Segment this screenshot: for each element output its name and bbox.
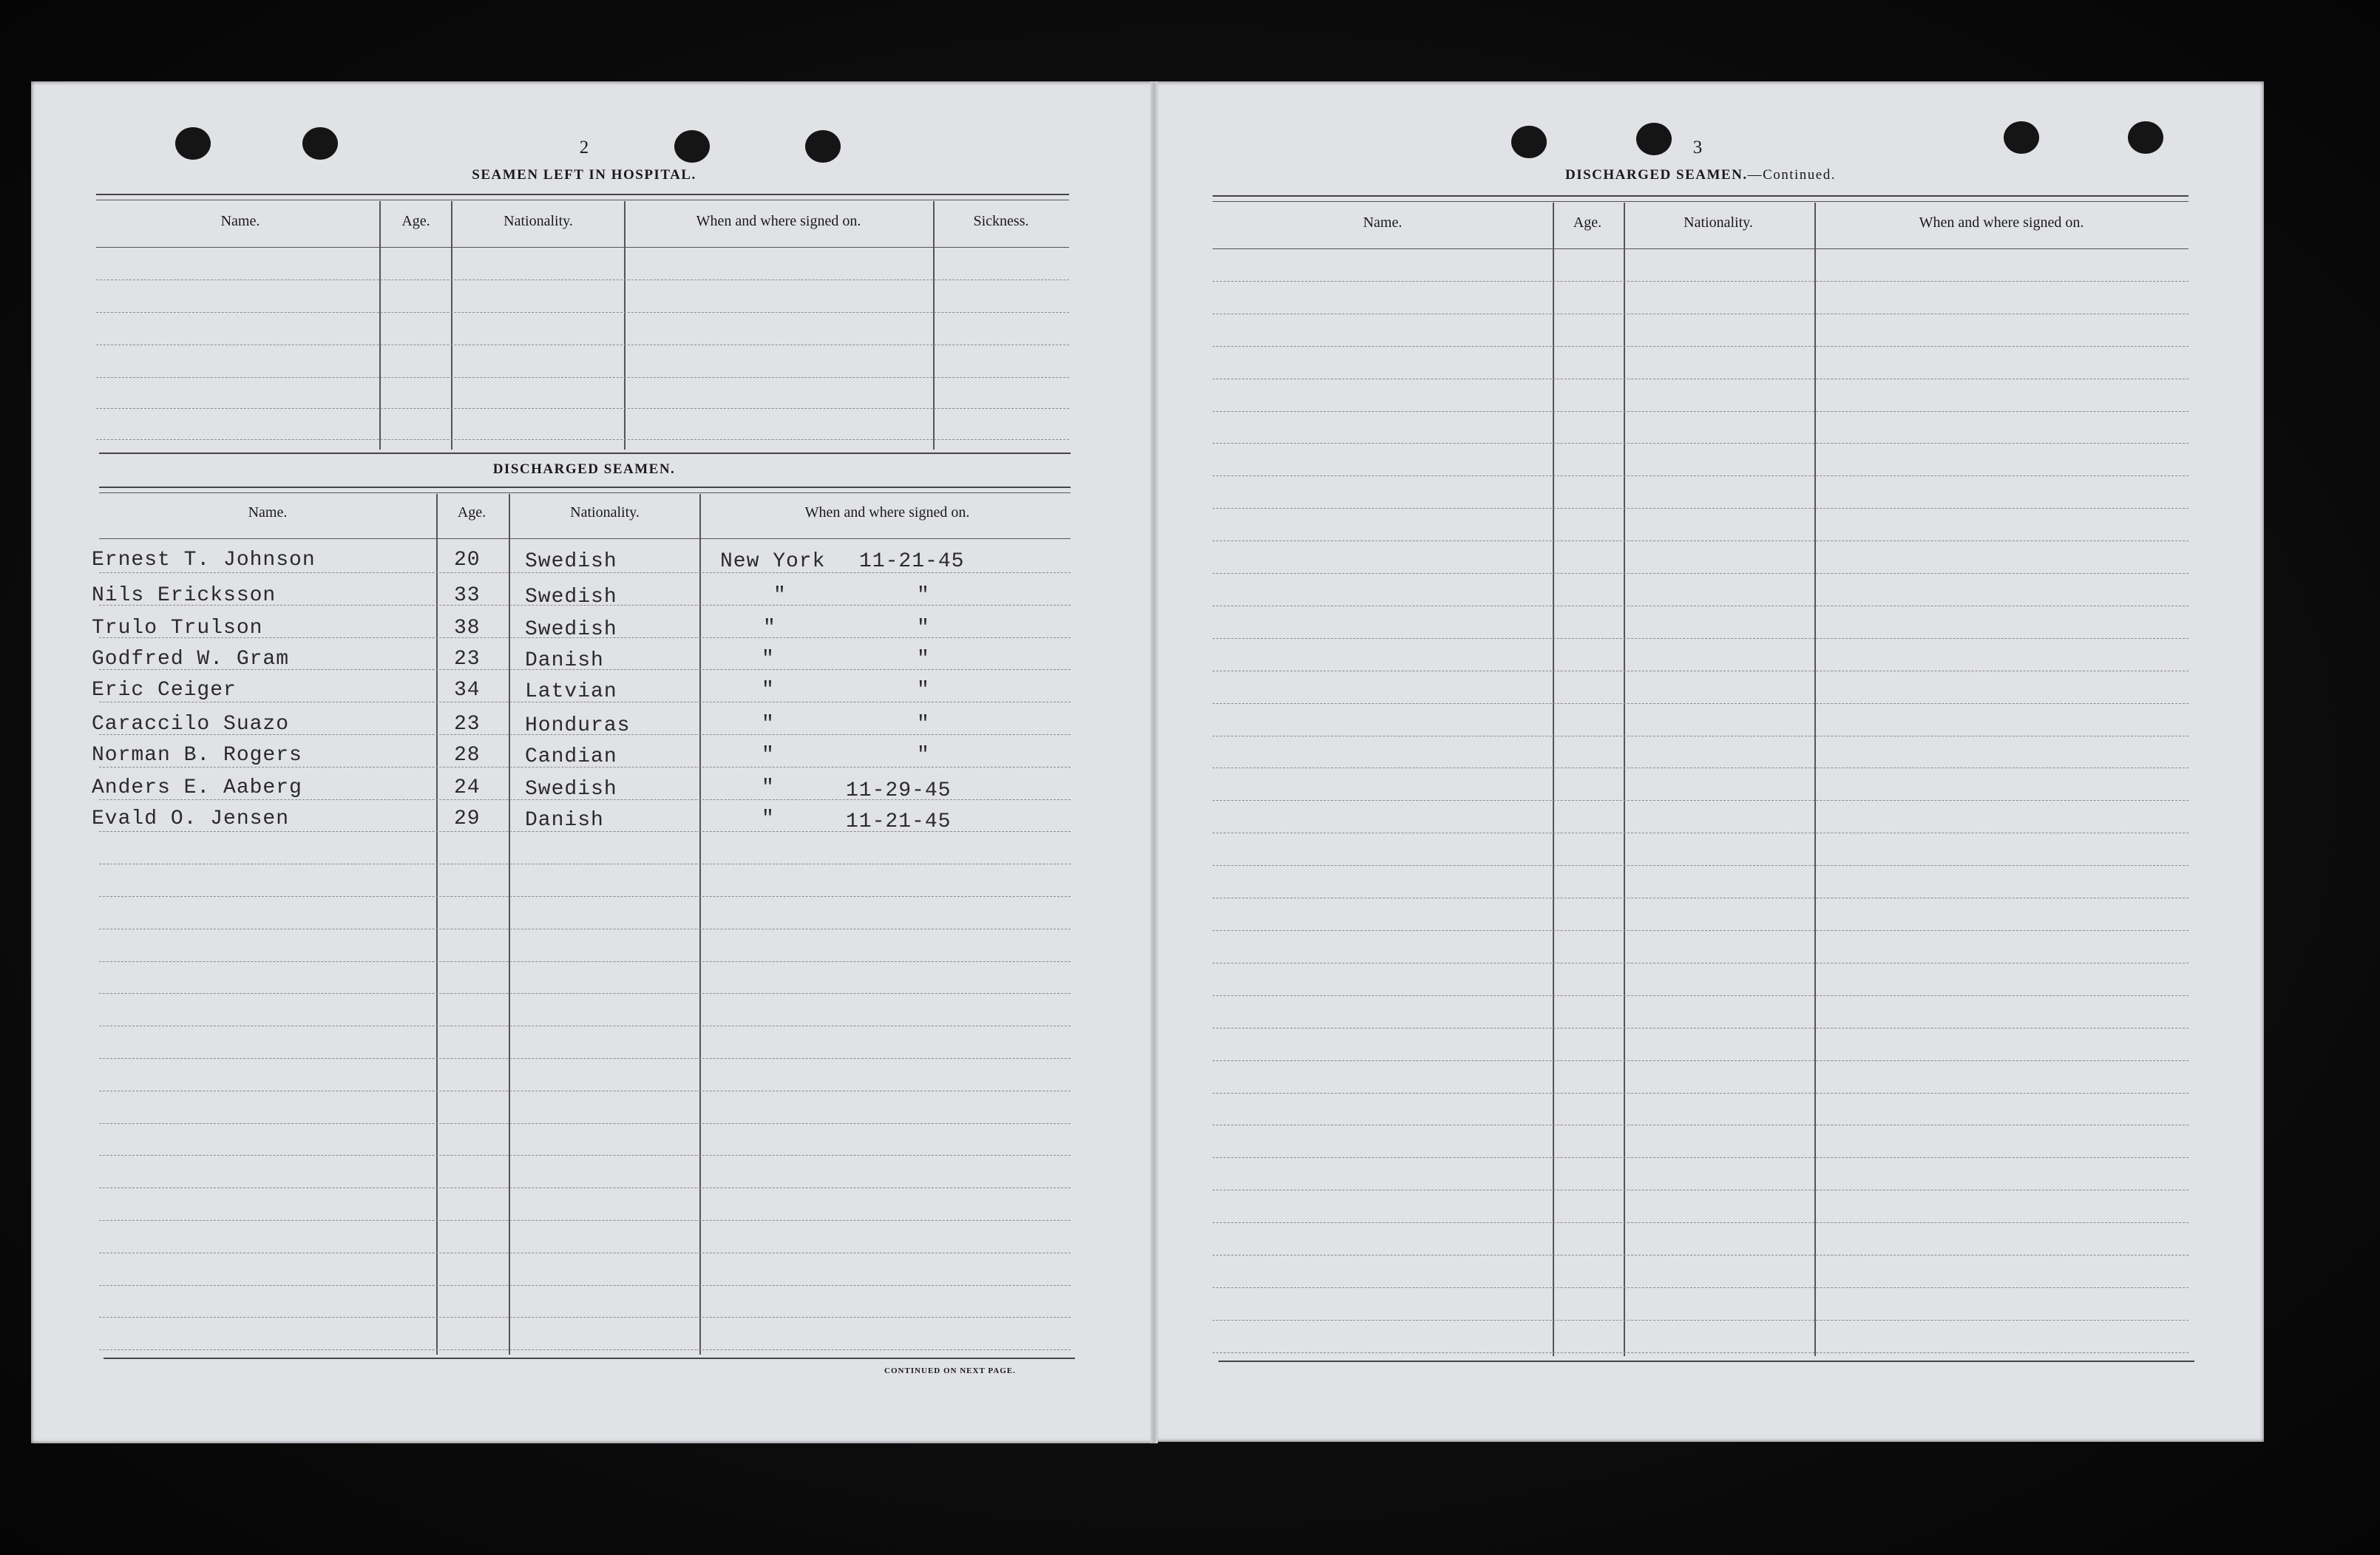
row-date: 11-29-45: [846, 779, 952, 802]
row-place: ": [763, 617, 776, 640]
column-divider: [379, 201, 381, 450]
rule: [96, 194, 1069, 195]
dashed-line: [1213, 1157, 2189, 1158]
discharged-header-age: Age.: [457, 504, 486, 521]
dashed-line: [1213, 1255, 2189, 1256]
page-number: 2: [579, 138, 589, 157]
dashed-line: [1213, 281, 2189, 282]
row-date: 11-21-45: [846, 810, 952, 833]
hospital-header-sickness: Sickness.: [973, 213, 1029, 229]
column-divider: [451, 201, 452, 450]
row-name: Nils Ericksson: [92, 584, 277, 607]
rule: [104, 1358, 1075, 1359]
right-page: [1155, 81, 2264, 1442]
page-number: 3: [1692, 138, 1703, 157]
right-header-nationality: Nationality.: [1684, 214, 1753, 231]
row-date: ": [917, 584, 930, 607]
dashed-line: [99, 1123, 1071, 1124]
dashed-line: [99, 993, 1071, 994]
hospital-header-age: Age.: [401, 213, 430, 229]
dashed-line: [1213, 346, 2189, 347]
row-name: Trulo Trulson: [92, 617, 263, 640]
rule: [1213, 201, 2189, 202]
column-divider: [1814, 203, 1816, 1356]
dashed-line: [99, 1220, 1071, 1221]
rule: [96, 247, 1069, 248]
row-place: ": [762, 648, 775, 671]
dashed-line: [1213, 800, 2189, 801]
rule: [99, 492, 1071, 493]
row-date: ": [917, 617, 930, 640]
row-age: 38: [454, 617, 481, 640]
page-spine: [1150, 81, 1158, 1443]
dashed-line: [96, 439, 1069, 440]
row-date: 11-21-45: [859, 550, 965, 573]
punch-hole: [175, 127, 211, 160]
column-divider: [933, 201, 935, 450]
row-name: Anders E. Aaberg: [92, 776, 302, 799]
right-header-signed-on: When and where signed on.: [1919, 214, 2084, 231]
row-nationality: Latvian: [525, 680, 617, 703]
column-divider: [509, 494, 510, 1355]
row-age: 23: [454, 648, 481, 671]
row-date: ": [917, 744, 930, 767]
row-date: ": [917, 713, 930, 736]
row-place: ": [762, 776, 775, 799]
column-divider: [1553, 203, 1554, 1356]
punch-hole: [805, 130, 841, 163]
rule: [1213, 248, 2189, 249]
discharged-header-name: Name.: [248, 504, 288, 521]
row-nationality: Swedish: [525, 550, 617, 573]
punch-hole: [2004, 121, 2039, 154]
right-header-age: Age.: [1573, 214, 1602, 231]
row-nationality: Candian: [525, 745, 617, 768]
column-divider: [699, 494, 701, 1355]
dashed-line: [1213, 703, 2189, 704]
dashed-line: [1213, 638, 2189, 639]
row-name: Evald O. Jensen: [92, 807, 290, 830]
dashed-line: [1213, 1222, 2189, 1223]
dashed-line: [1213, 995, 2189, 996]
dashed-line: [1213, 1287, 2189, 1288]
dashed-line: [1213, 865, 2189, 866]
dashed-line: [1213, 930, 2189, 931]
dashed-line: [99, 1317, 1071, 1318]
row-age: 28: [454, 744, 481, 767]
rule: [1218, 1361, 2194, 1362]
column-divider: [624, 201, 625, 450]
row-nationality: Honduras: [525, 714, 631, 737]
rule: [99, 453, 1071, 454]
discharged-header-nationality: Nationality.: [570, 504, 640, 521]
row-place: ": [762, 713, 775, 736]
dashed-line: [99, 1349, 1071, 1350]
row-name: Ernest T. Johnson: [92, 549, 316, 572]
row-place: ": [762, 744, 775, 767]
row-date: ": [917, 679, 930, 702]
rule: [99, 487, 1071, 488]
punch-hole: [1511, 126, 1547, 158]
hospital-header-signed-on: When and where signed on.: [696, 213, 861, 229]
dashed-line: [1213, 1060, 2189, 1061]
row-nationality: Swedish: [525, 618, 617, 641]
row-name: Godfred W. Gram: [92, 648, 290, 671]
row-nationality: Swedish: [525, 778, 617, 801]
row-age: 29: [454, 807, 481, 830]
punch-hole: [2128, 121, 2163, 154]
dashed-line: [1213, 411, 2189, 412]
dashed-line: [1213, 443, 2189, 444]
column-divider: [436, 494, 438, 1355]
dashed-line: [96, 377, 1069, 378]
row-age: 24: [454, 776, 481, 799]
title-continued: —Continued.: [1747, 167, 1836, 183]
row-nationality: Swedish: [525, 586, 617, 609]
punch-hole: [674, 130, 710, 163]
discharged-header-signed-on: When and where signed on.: [804, 504, 970, 521]
row-nationality: Danish: [525, 649, 604, 672]
dashed-line: [96, 408, 1069, 409]
row-age: 20: [454, 549, 481, 572]
row-age: 34: [454, 679, 481, 702]
dashed-line: [99, 961, 1071, 962]
row-name: Caraccilo Suazo: [92, 713, 290, 736]
dashed-line: [99, 1155, 1071, 1156]
hospital-section-title: SEAMEN LEFT IN HOSPITAL.: [472, 167, 696, 183]
dashed-line: [1213, 1093, 2189, 1094]
hospital-header-name: Name.: [220, 213, 260, 229]
right-header-name: Name.: [1363, 214, 1403, 231]
row-nationality: Danish: [525, 809, 604, 832]
rule: [1213, 195, 2189, 197]
dashed-line: [96, 312, 1069, 313]
column-divider: [1624, 203, 1625, 1356]
discharged-section-title: DISCHARGED SEAMEN.: [492, 461, 676, 477]
continued-note: CONTINUED ON NEXT PAGE.: [884, 1366, 1016, 1375]
row-place: ": [773, 584, 787, 607]
dashed-line: [1213, 1352, 2189, 1353]
row-place: ": [762, 807, 775, 830]
dashed-line: [99, 1285, 1071, 1286]
dashed-line: [1213, 475, 2189, 476]
dashed-line: [99, 896, 1071, 897]
punch-hole: [1636, 123, 1672, 155]
punch-hole: [302, 127, 338, 160]
dashed-line: [1213, 573, 2189, 574]
rule: [99, 538, 1071, 539]
title-main: DISCHARGED SEAMEN.: [1564, 167, 1748, 183]
row-date: ": [917, 648, 930, 671]
row-place: New York: [720, 550, 826, 573]
row-age: 33: [454, 584, 481, 607]
row-name: Norman B. Rogers: [92, 744, 302, 767]
dashed-line: [1213, 508, 2189, 509]
dashed-line: [99, 1058, 1071, 1059]
row-name: Eric Ceiger: [92, 679, 237, 702]
row-age: 23: [454, 713, 481, 736]
continued-section-title: [1508, 167, 1893, 183]
hospital-header-nationality: Nationality.: [504, 213, 573, 229]
dashed-line: [1213, 1320, 2189, 1321]
dashed-line: [1213, 1028, 2189, 1029]
row-place: ": [762, 679, 775, 702]
